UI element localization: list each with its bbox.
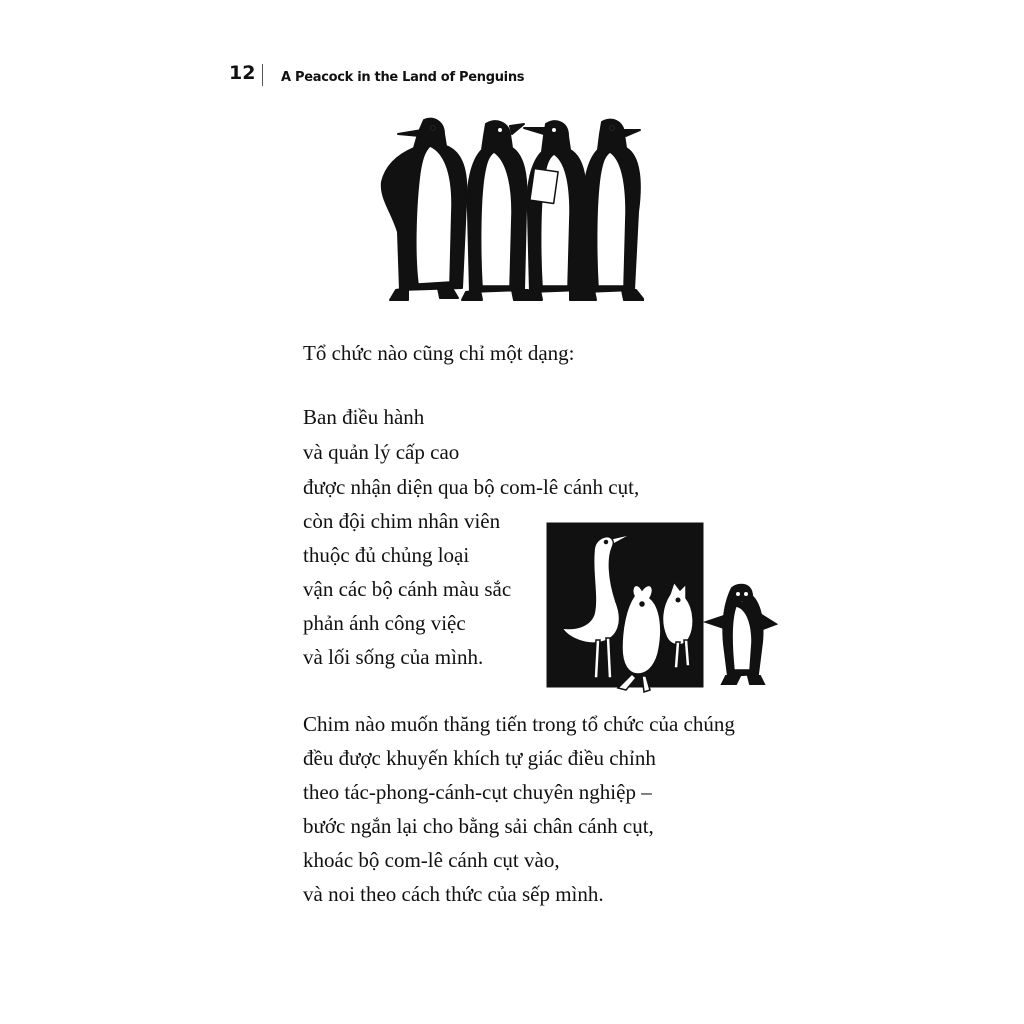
birds-illustration — [546, 518, 778, 698]
penguin-figure — [522, 121, 588, 300]
penguin-figure — [462, 121, 532, 300]
text-line: bước ngắn lại cho bằng sải chân cánh cụt, — [303, 814, 654, 838]
text-line: thuộc đủ chủng loại — [303, 543, 470, 567]
text-line: và noi theo cách thức của sếp mình. — [303, 882, 604, 906]
text-line: theo tác-phong-cánh-cụt chuyên nghiệp – — [303, 780, 652, 804]
text-line: và lối sống của mình. — [303, 645, 484, 669]
text-line: khoác bộ com-lê cánh cụt vào, — [303, 848, 560, 872]
intro-line: Tổ chức nào cũng chỉ một dạng: — [303, 341, 575, 365]
header-divider — [262, 64, 263, 86]
text-line: được nhận diện qua bộ com-lê cánh cụt, — [303, 475, 640, 499]
text-line: đều được khuyến khích tự giác điều chỉnh — [303, 746, 656, 770]
text-line: phản ánh công việc — [303, 611, 466, 635]
page-number: 12 — [229, 62, 256, 84]
text-line: còn đội chim nhân viên — [303, 509, 501, 533]
penguin-figure — [576, 120, 644, 300]
small-penguin-figure — [706, 585, 776, 684]
penguins-illustration — [378, 112, 644, 308]
text-line: và quản lý cấp cao — [303, 440, 460, 464]
penguin-figure — [382, 119, 467, 300]
text-line: vận các bộ cánh màu sắc — [303, 577, 512, 601]
text-line: Ban điều hành — [303, 405, 425, 429]
text-line: Chim nào muốn thăng tiến trong tổ chức của chúng — [303, 712, 735, 736]
book-title: A Peacock in the Land of Penguins — [281, 70, 525, 85]
